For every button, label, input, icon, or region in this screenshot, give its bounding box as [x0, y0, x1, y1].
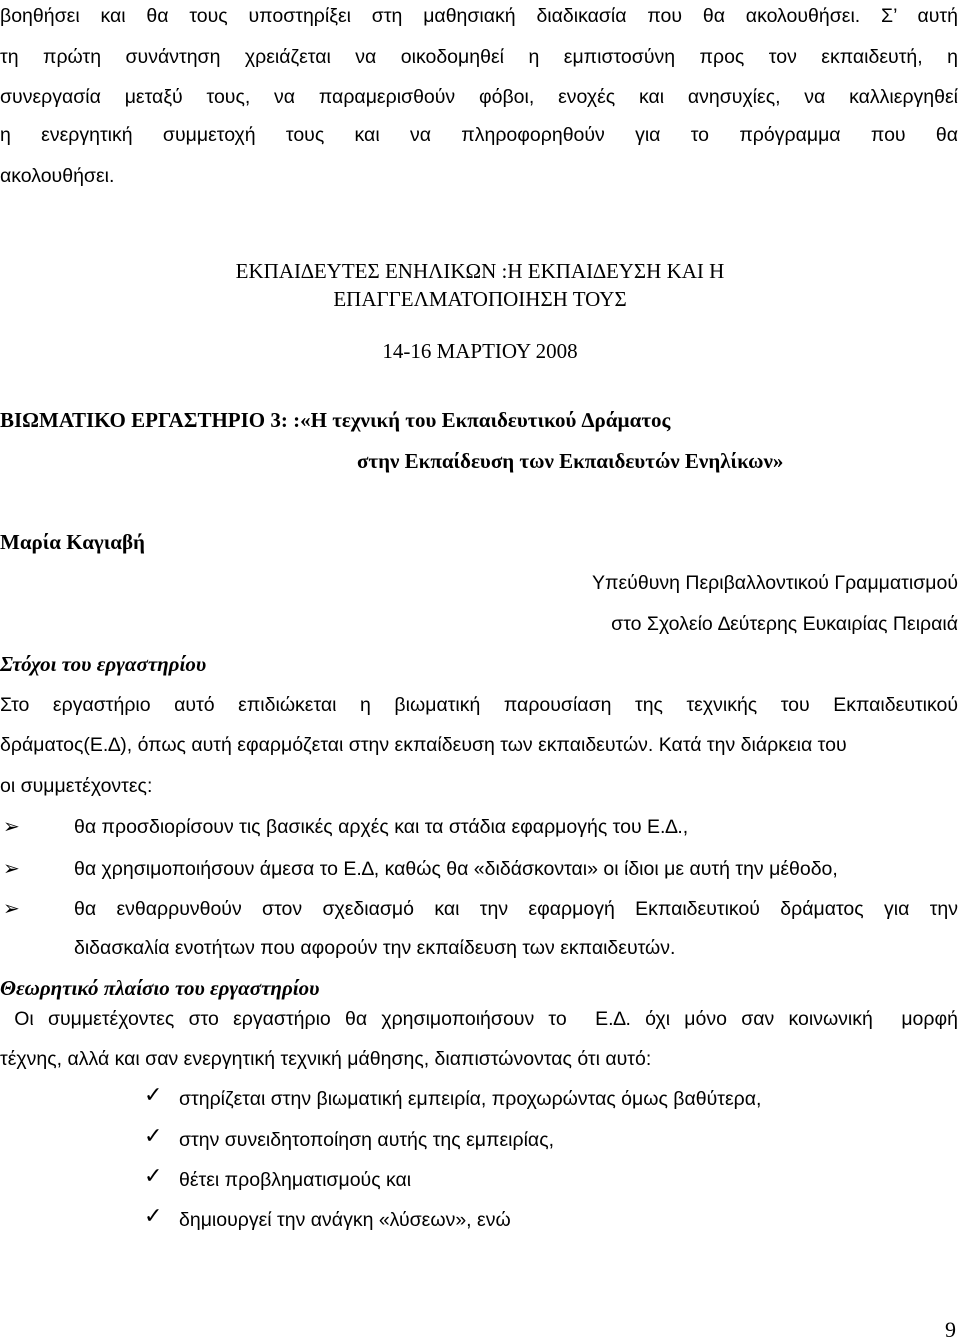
goals-heading: Στόχοι του εργαστηρίου [0, 652, 207, 676]
author-name: Μαρία Καγιαβή [0, 530, 145, 554]
check-icon: ✓ [144, 1204, 163, 1229]
conference-title-line-1: ΕΚΠΑΙ∆ΕΥΤΕΣ ΕΝΗΛΙΚΩΝ :Η ΕΚΠΑΙ∆ΕΥΣΗ ΚΑΙ Η [235, 259, 725, 283]
framework-check-2: στην συνειδητοποίηση αυτής της εμπειρίας, [179, 1129, 555, 1151]
arrow-bullet-icon: ➢ [3, 856, 20, 880]
check-icon: ✓ [144, 1124, 163, 1149]
arrow-bullet-icon: ➢ [3, 814, 20, 838]
author-role-line-2: στο Σχολείο ∆εύτερης Ευκαιρίας Πειραιά [611, 613, 958, 635]
goal-bullet-3-cont: διδασκαλία ενοτήτων που αφορούν την εκπαίδευση των εκπαιδευτών. [74, 937, 676, 959]
framework-para-line-2: τέχνης, αλλά και σαν ενεργητική τεχνική μάθησης, διαπιστώνοντας ότι αυτό: [0, 1048, 652, 1070]
conference-date: 14-16 ΜΑΡΤΙΟΥ 2008 [382, 339, 578, 363]
workshop-title [0, 408, 670, 432]
page-number: 9 [945, 1317, 956, 1342]
workshop-label: ΒΙΩΜΑΤΙΚΟ ΕΡΓΑΣΤΗΡΙΟ 3: : [0, 408, 301, 432]
intro-line-5: ακολουθήσει. [0, 165, 115, 187]
check-icon: ✓ [144, 1083, 163, 1108]
goal-bullet-1: θα προσδιορίσουν τις βασικές αρχές και τα στάδια εφαρμογής του Ε.∆., [74, 816, 689, 838]
author-role-line-1: Υπεύθυνη Περιβαλλοντικού Γραμματισμού [592, 572, 958, 594]
goals-para-line-3: οι συμμετέχοντες: [0, 775, 153, 797]
workshop-title-line-1: «Η τεχνική του Εκπαιδευτικού ∆ράµατος [300, 408, 671, 432]
conference-title-line-2: ΕΠΑΓΓΕΛΜΑΤΟΠΟΙΗΣΗ ΤΟΥΣ [333, 287, 627, 311]
goals-para-line-1: Στο εργαστήριο αυτό επιδιώκεται η βιωματική παρουσίαση της τεχνικής του Εκπαιδευτικού [0, 694, 958, 716]
intro-line-1: βοηθήσει και θα τους υποστηρίξει στη μαθησιακή διαδικασία που θα ακολουθήσει. Σ’ αυτή [0, 5, 958, 27]
goals-para-line-2: δράματος(Ε.∆), όπως αυτή εφαρμόζεται στην εκπαίδευση των εκπαιδευτών. Κατά την διάρκεια του [0, 734, 847, 756]
framework-check-3: θέτει προβληματισμούς και [179, 1169, 412, 1191]
framework-heading: Θεωρητικό πλαίσιο του εργαστηρίου [0, 976, 320, 1000]
intro-line-2: τη πρώτη συνάντηση χρειάζεται να οικοδομηθεί η εμπιστοσύνη προς τον εκπαιδευτή, η [0, 46, 958, 68]
intro-line-3: συνεργασία μεταξύ τους, να παραμερισθούν φόβοι, ενοχές και ανησυχίες, να καλλιεργηθεί [0, 86, 958, 108]
framework-para-line-1: Οι συμμετέχοντες στο εργαστήριο θα χρησιμοποιήσουν το Ε.∆. όχι μόνο σαν κοινωνική μορφή [0, 1008, 958, 1030]
framework-check-1: στηρίζεται στην βιωματική εμπειρία, προχωρώντας όμως βαθύτερα, [179, 1088, 762, 1110]
intro-line-4: η ενεργητική συμμετοχή τους και να πληροφορηθούν για το πρόγραμμα που θα [0, 124, 958, 146]
arrow-bullet-icon: ➢ [3, 896, 20, 920]
check-icon: ✓ [144, 1164, 163, 1189]
workshop-title-line-2: στην Εκπαίδευση των Εκπαιδευτών Ενηλίκων» [357, 449, 784, 473]
goal-bullet-2: θα χρησιμοποιήσουν άμεσα το Ε.∆, καθώς θα «διδάσκονται» οι ίδιοι με αυτή την μέθοδο, [74, 858, 838, 880]
framework-check-4: δημιουργεί την ανάγκη «λύσεων», ενώ [179, 1209, 511, 1231]
goal-bullet-3: θα ενθαρρυνθούν στον σχεδιασμό και την εφαρμογή Εκπαιδευτικού δράματος για την [74, 898, 958, 920]
